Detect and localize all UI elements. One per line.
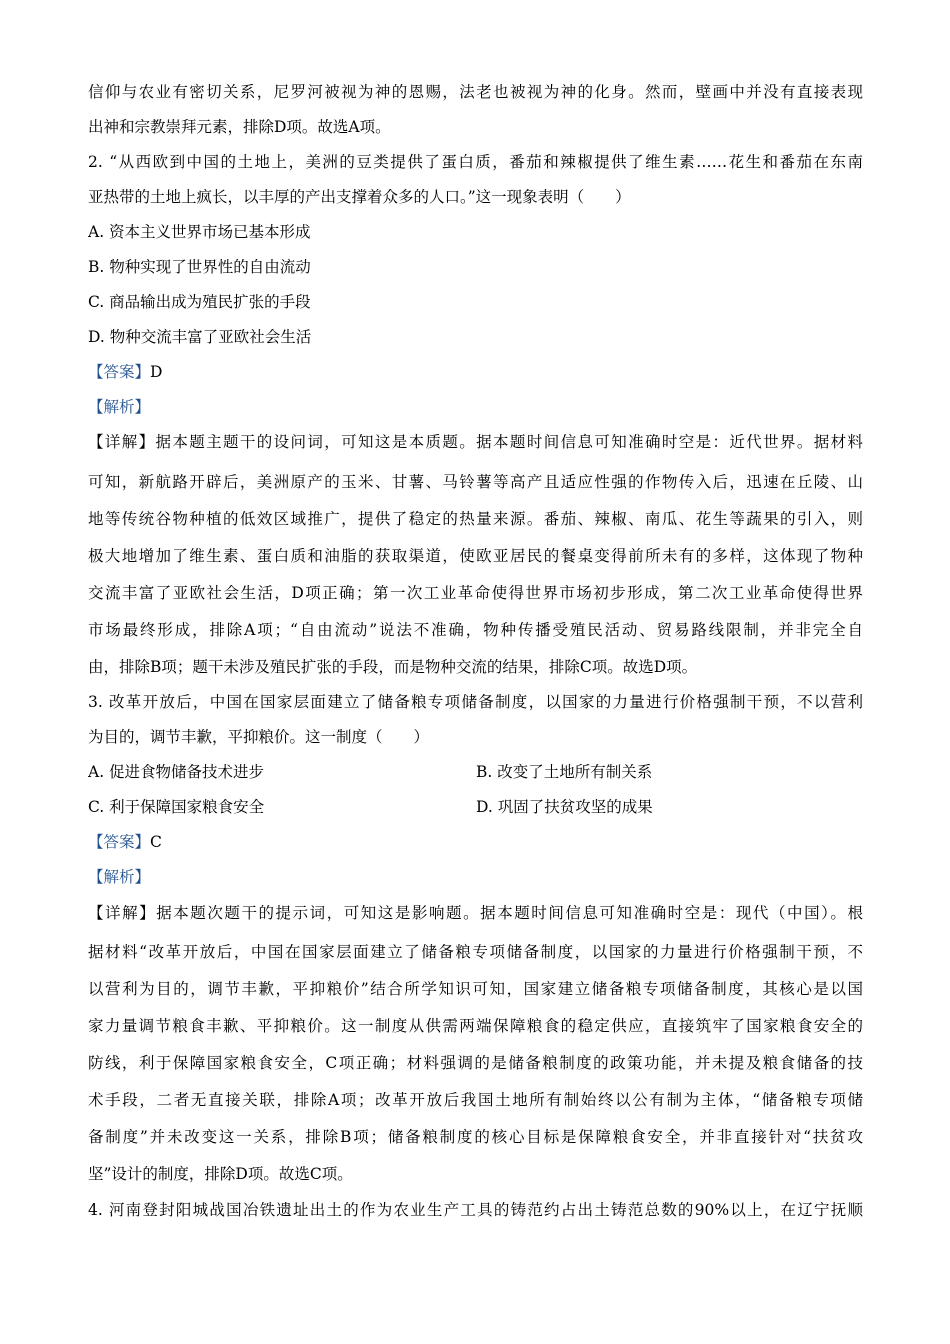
question-3-option-a: A. 促进食物储备技术进步 [88,763,265,781]
answer-value: D [150,363,163,381]
question-3-detail-line: 坚”设计的制度，排除D项。故选C项。 [88,1165,353,1183]
question-3-detail-line: 备制度”并未改变这一关系，排除B项；储备粮制度的核心目标是保障粮食安全，并非直接针对“扶贫攻 [88,1128,863,1146]
paragraph-line: 信仰与农业有密切关系，尼罗河被视为神的恩赐，法老也被视为神的化身。然而，壁画中并没有直接表现 [88,83,863,101]
question-2-answer [88,362,863,382]
question-2-detail-line: 地等传统谷物种植的低效区域推广，提供了稳定的热量来源。番茄、辣椒、南瓜、花生等蔬果的引入，则 [88,510,863,528]
question-3-stem-line: 3. 改革开放后，中国在国家层面建立了储备粮专项储备制度，以国家的力量进行价格强制干预，不以营利 [88,693,863,711]
question-2-detail-line: 极大地增加了维生素、蛋白质和油脂的获取渠道，使欧亚居民的餐桌变得前所未有的多样，这体现了物种 [88,547,863,565]
detail-text: 据本题主题干的设问词，可知这是本质题。据本题时间信息可知准确时空是：近代世界。据材料 [155,433,863,451]
question-3-answer [88,832,863,852]
question-3-detail-line [88,903,863,923]
answer-tag: 【答案】 [88,363,151,381]
question-2-option-d: D. 物种交流丰富了亚欧社会生活 [88,328,312,346]
question-2-detail-line: 交流丰富了亚欧社会生活，D项正确；第一次工业革命使得世界市场初步形成，第二次工业革命使得世界 [88,584,863,602]
question-2-detail-line: 由，排除B项；题干未涉及殖民扩张的手段，而是物种交流的结果，排除C项。故选D项。 [88,658,698,676]
question-3-detail-line: 防线，利于保障国家粮食安全，C项正确；材料强调的是储备粮制度的政策功能，并未提及粮食储备的技 [88,1054,863,1072]
detail-text: 据本题次题干的提示词，可知这是影响题。据本题时间信息可知准确时空是：现代（中国）。根 [156,904,863,922]
answer-value: C [150,833,162,851]
detail-tag: 【详解】 [88,433,156,451]
question-3-detail-line: 术手段，二者无直接关联，排除A项；改革开放后我国土地所有制始终以公有制为主体，“储备粮专项储 [88,1091,863,1109]
question-3-detail-line: 家力量调节粮食丰歉、平抑粮价。这一制度从供需两端保障粮食的稳定供应，直接筑牢了国家粮食安全的 [88,1017,863,1035]
question-2-stem-line: 亚热带的土地上疯长，以丰厚的产出支撑着众多的人口。”这一现象表明（ ） [88,188,631,206]
answer-tag: 【答案】 [88,833,151,851]
question-2-detail-line: 市场最终形成，排除A项；“自由流动”说法不准确，物种传播受殖民活动、贸易路线限制，并非完全自 [88,621,863,639]
detail-tag: 【详解】 [88,904,157,922]
question-2-analysis-tag: 【解析】 [88,398,151,416]
question-2-stem-line: 2. “从西欧到中国的土地上，美洲的豆类提供了蛋白质，番茄和辣椒提供了维生素……花生和番茄在东南 [88,153,863,171]
question-2-option-a: A. 资本主义世界市场已基本形成 [88,223,311,241]
question-2-option-b: B. 物种实现了世界性的自由流动 [88,258,311,276]
question-3-detail-line: 以营利为目的，调节丰歉，平抑粮价”结合所学知识可知，国家建立储备粮专项储备制度，其核心是以国 [88,980,863,998]
question-3-stem-line: 为目的，调节丰歉，平抑粮价。这一制度（ ） [88,728,430,746]
question-3-analysis-tag: 【解析】 [88,868,151,886]
question-4-stem-line: 4. 河南登封阳城战国冶铁遗址出土的作为农业生产工具的铸范约占出土铸范总数的90%以上，在辽宁抚顺 [88,1201,863,1219]
question-3-option-d: D. 巩固了扶贫攻坚的成果 [476,798,653,816]
question-2-detail-line [88,432,863,452]
question-2-option-c: C. 商品输出成为殖民扩张的手段 [88,293,311,311]
question-3-option-c: C. 利于保障国家粮食安全 [88,798,265,816]
paragraph-line: 出神和宗教崇拜元素，排除D项。故选A项。 [88,118,391,136]
question-3-option-b: B. 改变了土地所有制关系 [476,763,653,781]
question-3-detail-line: 据材料“改革开放后，中国在国家层面建立了储备粮专项储备制度，以国家的力量进行价格强制干预，不 [88,943,863,961]
question-2-detail-line: 可知，新航路开辟后，美洲原产的玉米、甘薯、马铃薯等高产且适应性强的作物传入后，迅速在丘陵、山 [88,473,863,491]
